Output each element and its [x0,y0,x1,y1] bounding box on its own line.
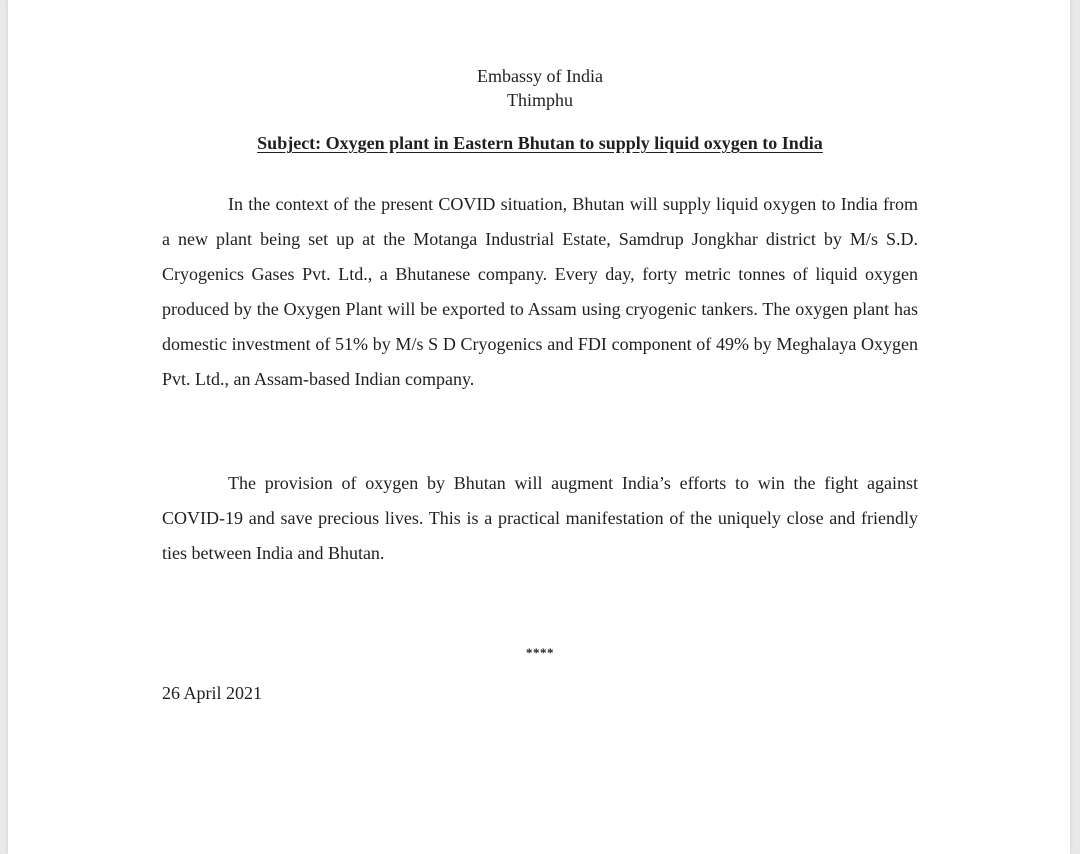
body-paragraph-1: In the context of the present COVID situation, Bhutan will supply liquid oxygen to India from a new plant being set up at the Motanga Industrial Estate, Samdrup Jongkhar district by M/s S.D. Cryogenics Gases Pvt. Ltd., a Bhutanese company. Every day, forty metric tonnes of liquid oxygen produced by the Oxygen Plant will be exported to Assam using cryogenic tankers. The oxygen plant has domestic investment of 51% by M/s S D Cryogenics and FDI component of 49% by Meghalaya Oxygen Pvt. Ltd., an Assam-based Indian company. [162,194,918,389]
letterhead-city: Thimphu [507,90,573,110]
subject-line: Subject: Oxygen plant in Eastern Bhutan to supply liquid oxygen to India [257,133,823,153]
letterhead-embassy: Embassy of India [477,66,603,86]
document-date: 26 April 2021 [162,683,263,703]
end-separator: **** [526,645,554,660]
document-page [8,0,1070,854]
body-paragraph-2: The provision of oxygen by Bhutan will augment India’s efforts to win the fight against COVID-19 and save precious lives. This is a practical manifestation of the uniquely close and friendly ties between India and Bhutan. [162,473,918,563]
